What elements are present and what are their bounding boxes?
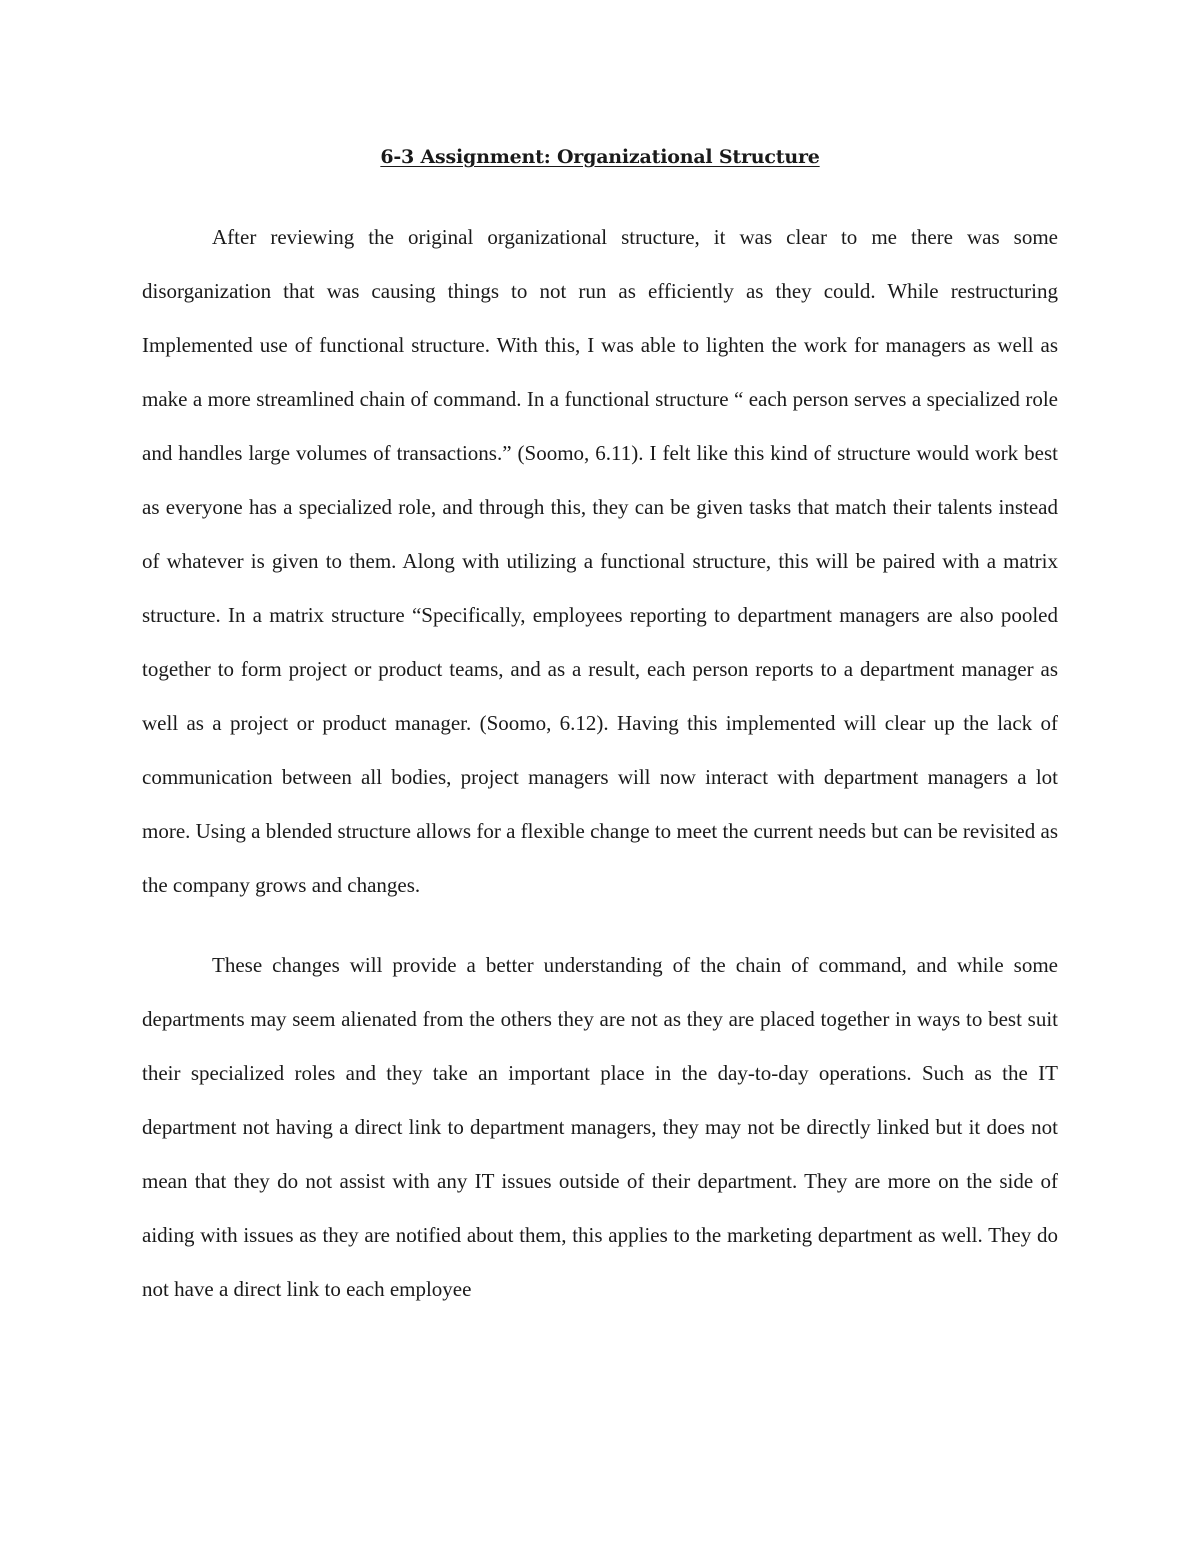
paragraph-2: These changes will provide a better understanding of the chain of command, and while some departments may seem alienated from the others they are not as they are placed together in ways to best suit their specialized roles and they take an important place in the day-to-day operations. Such as the IT department not having a direct link to department managers, they may not be directly linked but it does not mean that they do not assist with any IT issues outside of their department. They are more on the side of aiding with issues as they are notified about them, this applies to the marketing department as well. They do not have a direct link to each employee — [142, 953, 1058, 1301]
document-body — [142, 210, 1058, 1316]
paragraph-1: After reviewing the original organizational structure, it was clear to me there was some disorganization that was causing things to not run as efficiently as they could. While restructuring Implemented use of functional structure. With this, I was able to lighten the work for managers as well as make a more streamlined chain of command. In a functional structure “ each person serves a specialized role and handles large volumes of transactions.” (Soomo, 6.11). I felt like this kind of structure would work best as everyone has a specialized role, and through this, they can be given tasks that match their talents instead of whatever is given to them. Along with utilizing a functional structure, this will be paired with a matrix structure. In a matrix structure “Specifically, employees reporting to department managers are also pooled together to form project or product teams, and as a result, each person reports to a department manager as well as a project or product manager. (Soomo, 6.12). Having this implemented will clear up the lack of communication between all bodies, project managers will now interact with department managers a lot more. Using a blended structure allows for a flexible change to meet the current needs but can be revisited as the company grows and changes. — [142, 225, 1058, 897]
document-title: 6-3 Assignment: Organizational Structure — [380, 146, 820, 168]
